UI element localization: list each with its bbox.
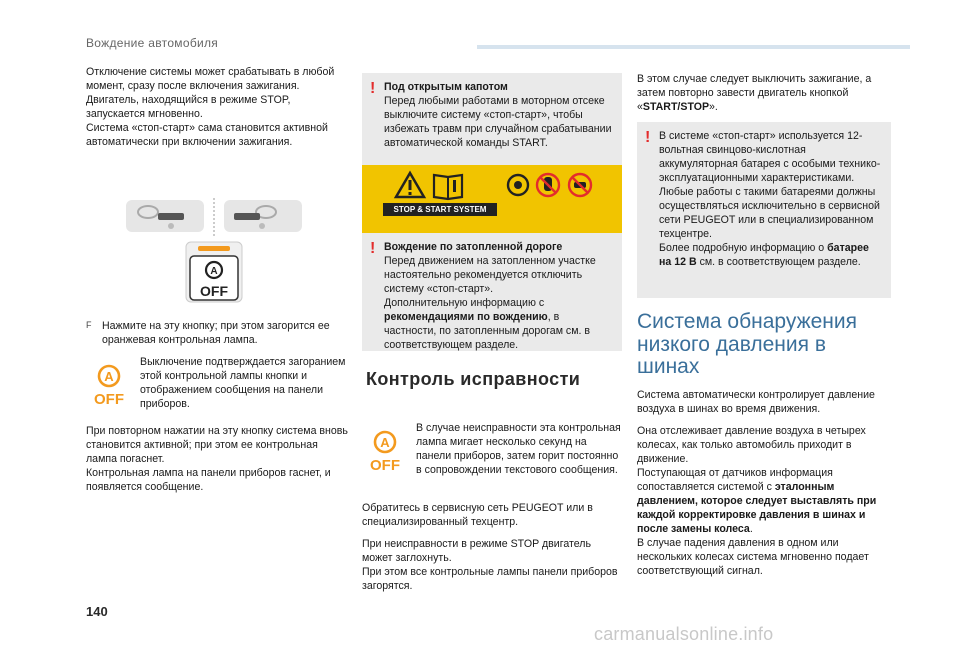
stop-start-off-icon [86,360,132,408]
instruction-bullet [86,320,348,348]
battery-info-box [637,122,891,298]
watermark: carmanualsonline.info [594,624,774,644]
paragraph: Обратитесь в сервисную сеть PEUGEOT или в специализированный техцентр. [362,502,593,528]
bullet-mark: F [86,320,92,330]
bullet-text: Нажмите на эту кнопку; при этом загорится ее оранжевая контрольная лампа. [102,320,330,346]
warning-title: Вождение по затопленной дороге [384,241,563,253]
svg-text:A: A [380,435,390,450]
svg-text:A: A [104,369,114,384]
stop-start-button-figure [86,192,348,304]
paragraph: При неисправности в режиме STOP двигатель может заглохнуть. При этом все контрольные лампы панели приборов загорятся. [362,537,618,592]
malfunction-note-text: В случае неисправности эта контрольная лампа мигает несколько секунд на панели приборов, затем горит постоянно в сопровождении текстового сообщения. [416,422,621,476]
column-3-lower [637,389,893,587]
warning-more: Дополнительную информацию с рекомендациями по вождению, в частности, по затопленным дорогам см. в соответствующем разделе. [384,296,591,351]
page-number: 140 [86,604,108,619]
hood-label-sticker [362,165,622,233]
svg-text:OFF: OFF [94,391,124,408]
warning-title: Под открытым капотом [384,81,508,93]
stop-start-off-button [186,242,242,302]
section-title: Вождение автомобиля [86,36,219,50]
warning-text: Перед движением на затопленном участке настоятельно рекомендуется отключить систему «стоп-старт». [384,254,596,295]
exclamation-icon: ! [645,129,651,146]
steering-wheel-icon [224,200,302,232]
svg-text:OFF: OFF [370,457,400,474]
off-label: OFF [200,283,228,299]
off-note-text: Выключение подтверждается загоранием этой контрольной лампы кнопки и отображением сообщения на панели приборов. [140,356,346,410]
sticker-pictograms [362,165,622,233]
steering-wheel-icon [126,200,204,232]
header-bar [477,45,910,49]
svg-text:A: A [210,266,218,277]
warning-box-flooded [362,233,622,351]
malfunction-indicator-note [362,422,622,478]
exclamation-icon: ! [370,80,376,97]
box-text: Более подробную информацию о батарее на 12 В см. в соответствующем разделе. [659,241,869,268]
column-1-lower [86,425,348,503]
box-text: В системе «стоп-старт» используется 12-вольтная свинцово-кислотная аккумуляторная батарея с особыми технико-эксплуатационными характеристиками. [659,130,881,184]
section-heading-tpms: Система обнаружения низкого давления в шинах [637,310,857,379]
manual-book-icon [434,175,462,199]
no-tool-icon [569,174,591,196]
stop-start-off-icon [362,426,408,474]
warning-text: Перед любыми работами в моторном отсеке выключите систему «стоп-старт», чтобы избежать травм при случайном срабатывании автоматической команды START. [384,94,612,149]
paragraph: Система автоматически контролирует давление воздуха в шинах во время движения. [637,389,875,415]
paragraph: Отключение системы может срабатывать в любой момент, сразу после включения зажигания. Двигатель, находящийся в режиме STOP, запускается мгновенно. Система «стоп-старт» сама становится активной автоматически при включении зажигания. [86,66,335,148]
engine-belt-icon [508,175,528,195]
column-1 [86,66,348,158]
off-indicator-note [86,356,348,412]
warning-triangle-icon [396,173,424,197]
box-text: Любые работы с такими батареями должны осуществляться исключительно в сервисной сети PEUGEOT или в специализированном техцентре. [659,185,880,240]
warning-box-hood [362,73,622,165]
column-3-top [637,73,893,123]
section-heading-malfunction: Контроль исправности [366,369,581,389]
paragraph: В этом случае следует выключить зажигание, а затем повторно завести двигатель кнопкой «START/STOP». [637,73,872,113]
exclamation-icon: ! [370,240,376,257]
no-hand-icon [537,174,559,196]
column-2-lower [362,502,622,602]
paragraph: Она отслеживает давление воздуха в четырех колесах, как только автомобиль приходит в движение. Поступающая от датчиков информация сопоставляется системой с эталонным давлением, которое следует выставлять при каждой корректировке давления в шинах и после замены колеса. В случае падения давления в одном или нескольких колесах система мгновенно подает соответствующий сигнал. [637,424,877,577]
stop-start-system-label: STOP & START SYSTEM [383,203,497,216]
paragraph: При повторном нажатии на эту кнопку система вновь становится активной; при этом ее контрольная лампа погаснет. Контрольная лампа на панели приборов гаснет, и появляется сообщение. [86,425,348,493]
